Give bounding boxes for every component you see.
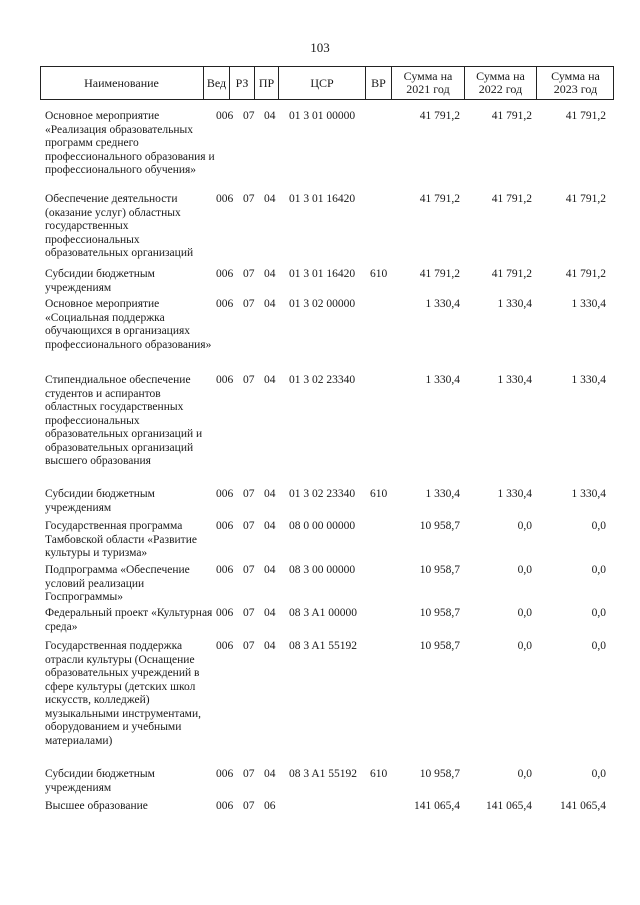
header-name: Наименование <box>84 75 159 90</box>
cell-name: Государственная поддержка отрасли культуры (Оснащение образовательных учреждений в сфере культуры (детских школ искусств, колледжей) музыкальными инструментами, оборудованием и учебными материалами) <box>45 640 201 747</box>
cell-s23: 0,0 <box>591 520 606 532</box>
cell-vr: 610 <box>370 488 388 500</box>
cell-s23: 1 330,4 <box>571 374 606 386</box>
cell-ved: 006 <box>216 193 234 205</box>
cell-rz: 07 <box>243 768 255 780</box>
cell-s22: 41 791,2 <box>491 193 532 205</box>
cell-vr: 610 <box>370 768 388 780</box>
cell-csr: 01 3 01 16420 <box>289 268 356 280</box>
cell-s21: 41 791,2 <box>419 268 460 280</box>
cell-ved: 006 <box>216 768 234 780</box>
cell-ved: 006 <box>216 520 234 532</box>
cell-rz: 07 <box>243 607 255 619</box>
cell-pr: 04 <box>264 268 276 280</box>
cell-ved: 006 <box>216 268 234 280</box>
cell-s22: 1 330,4 <box>497 488 532 500</box>
cell-s22: 41 791,2 <box>491 110 532 122</box>
cell-s23: 1 330,4 <box>571 488 606 500</box>
cell-csr: 01 3 02 23340 <box>289 488 356 500</box>
header-sum-2023: Сумма на 2023 год <box>536 66 614 100</box>
cell-s23: 1 330,4 <box>571 298 606 310</box>
cell-s21: 1 330,4 <box>425 488 460 500</box>
cell-s23: 41 791,2 <box>565 268 606 280</box>
cell-csr: 08 0 00 00000 <box>289 520 356 532</box>
header-ved: Вед <box>203 66 229 100</box>
cell-pr: 04 <box>264 607 276 619</box>
cell-s23: 0,0 <box>591 768 606 780</box>
cell-rz: 07 <box>243 520 255 532</box>
cell-s23: 41 791,2 <box>565 193 606 205</box>
cell-s21: 141 065,4 <box>414 800 460 812</box>
cell-csr: 08 3 A1 00000 <box>289 607 358 619</box>
cell-rz: 07 <box>243 193 255 205</box>
cell-s22: 1 330,4 <box>497 374 532 386</box>
header-sum-2022: Сумма на 2022 год <box>464 66 536 100</box>
cell-name: Субсидии бюджетным учреждениям <box>45 268 155 294</box>
cell-csr: 08 3 A1 55192 <box>289 768 358 780</box>
cell-csr: 01 3 01 16420 <box>289 193 356 205</box>
cell-rz: 07 <box>243 298 255 310</box>
cell-s21: 10 958,7 <box>419 564 460 576</box>
header-rz: РЗ <box>229 66 254 100</box>
cell-csr: 08 3 A1 55192 <box>289 640 358 652</box>
cell-rz: 07 <box>243 374 255 386</box>
cell-csr: 01 3 02 23340 <box>289 374 356 386</box>
cell-pr: 04 <box>264 564 276 576</box>
cell-s21: 41 791,2 <box>419 110 460 122</box>
cell-s23: 0,0 <box>591 640 606 652</box>
cell-s21: 10 958,7 <box>419 520 460 532</box>
cell-name: Подпрограмма «Обеспечение условий реализации Госпрограммы» <box>45 564 190 603</box>
cell-name: Стипендиальное обеспечение студентов и аспирантов областных государственных профессиональных образовательных организаций и образовательных организаций высшего образования <box>45 374 203 467</box>
cell-csr: 08 3 00 00000 <box>289 564 356 576</box>
cell-name: Федеральный проект «Культурная среда» <box>45 607 213 633</box>
header-sum-2021: Сумма на 2021 год <box>391 66 464 100</box>
cell-s22: 141 065,4 <box>486 800 532 812</box>
table-header <box>40 66 614 100</box>
cell-pr: 04 <box>264 110 276 122</box>
cell-pr: 04 <box>264 640 276 652</box>
cell-s21: 10 958,7 <box>419 607 460 619</box>
cell-s23: 41 791,2 <box>565 110 606 122</box>
cell-s22: 0,0 <box>517 607 532 619</box>
cell-name: Высшее образование <box>45 800 148 812</box>
cell-pr: 04 <box>264 298 276 310</box>
cell-name: Основное мероприятие «Социальная поддержка обучающихся в организациях профессионального образования» <box>45 298 212 351</box>
cell-s22: 0,0 <box>517 520 532 532</box>
cell-s21: 10 958,7 <box>419 768 460 780</box>
cell-ved: 006 <box>216 110 234 122</box>
cell-s22: 41 791,2 <box>491 268 532 280</box>
cell-name: Основное мероприятие «Реализация образовательных программ среднего профессионального образования и профессионального обучения» <box>45 110 215 176</box>
cell-ved: 006 <box>216 640 234 652</box>
cell-name: Обеспечение деятельности (оказание услуг) областных государственных профессиональных образовательных организаций <box>45 193 194 259</box>
cell-rz: 07 <box>243 800 255 812</box>
cell-s21: 10 958,7 <box>419 640 460 652</box>
header-vr: ВР <box>365 66 391 100</box>
cell-name: Субсидии бюджетным учреждениям <box>45 768 155 794</box>
cell-s21: 1 330,4 <box>425 298 460 310</box>
cell-ved: 006 <box>216 374 234 386</box>
cell-s22: 0,0 <box>517 640 532 652</box>
cell-s22: 0,0 <box>517 564 532 576</box>
cell-pr: 04 <box>264 768 276 780</box>
cell-s21: 1 330,4 <box>425 374 460 386</box>
header-csr: ЦСР <box>278 66 365 100</box>
page-number: 103 <box>310 40 330 55</box>
cell-ved: 006 <box>216 298 234 310</box>
cell-pr: 04 <box>264 193 276 205</box>
cell-rz: 07 <box>243 268 255 280</box>
cell-pr: 06 <box>264 800 276 812</box>
cell-ved: 006 <box>216 564 234 576</box>
cell-rz: 07 <box>243 488 255 500</box>
cell-vr: 610 <box>370 268 388 280</box>
cell-s22: 1 330,4 <box>497 298 532 310</box>
cell-rz: 07 <box>243 640 255 652</box>
cell-ved: 006 <box>216 488 234 500</box>
cell-csr: 01 3 02 00000 <box>289 298 356 310</box>
cell-ved: 006 <box>216 800 234 812</box>
header-pr: ПР <box>254 66 278 100</box>
cell-name: Субсидии бюджетным учреждениям <box>45 488 155 514</box>
cell-s23: 0,0 <box>591 564 606 576</box>
cell-csr: 01 3 01 00000 <box>289 110 356 122</box>
cell-name: Государственная программа Тамбовской области «Развитие культуры и туризма» <box>45 520 197 559</box>
cell-ved: 006 <box>216 607 234 619</box>
cell-rz: 07 <box>243 564 255 576</box>
cell-s23: 0,0 <box>591 607 606 619</box>
cell-s21: 41 791,2 <box>419 193 460 205</box>
cell-pr: 04 <box>264 374 276 386</box>
cell-pr: 04 <box>264 520 276 532</box>
cell-pr: 04 <box>264 488 276 500</box>
cell-s22: 0,0 <box>517 768 532 780</box>
cell-rz: 07 <box>243 110 255 122</box>
cell-s23: 141 065,4 <box>560 800 606 812</box>
